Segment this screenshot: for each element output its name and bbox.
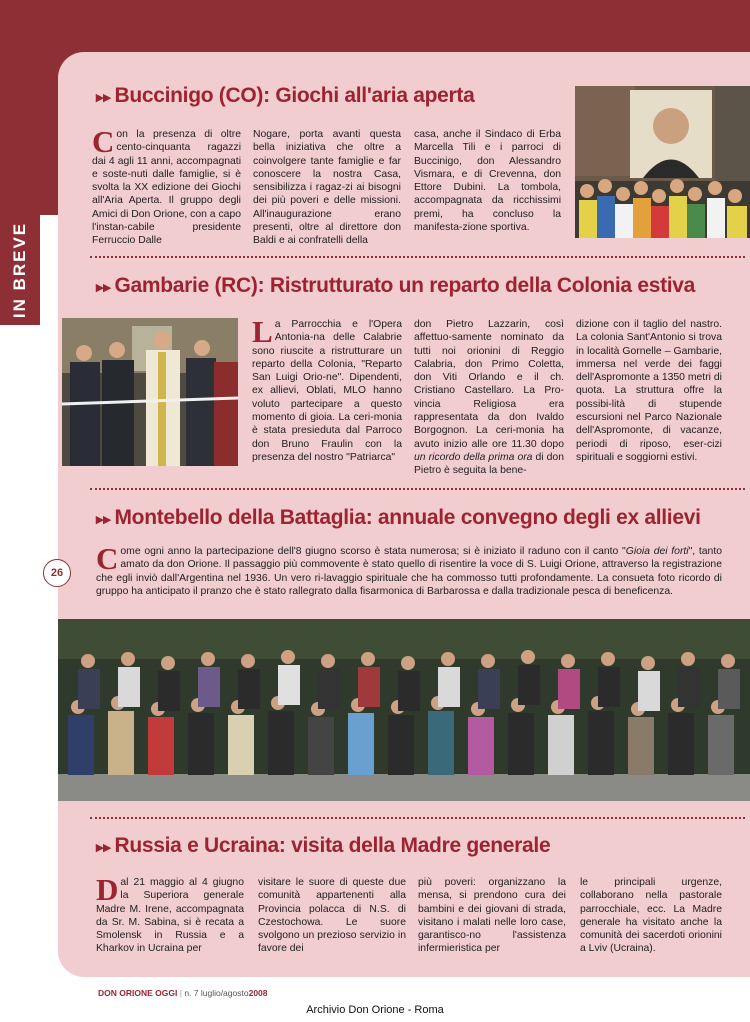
- section-divider: [90, 817, 745, 819]
- page-number: 26: [43, 559, 71, 587]
- section-title-montebello: ▸▸ Montebello della Battaglia: annuale convegno degli ex allievi: [96, 506, 701, 529]
- section-divider: [90, 488, 745, 490]
- photo-children-group: [575, 86, 750, 238]
- article-body: Come ogni anno la partecipazione dell'8 giugno scorso è stata numerosa; si è iniziato il raduno con il canto "Gioia dei forti", tanto amato da don Orione. Il passaggio più commovente è stato quello di risentire la voce di S. Luigi Orione, attraverso la registrazione che egli inviò dall'Argentina nel 1936. Un vero ri-lavaggio spirituale che ha commosso tutti profondamente. La consueta foto ricordo di gruppo ha anticipato il pranzo che è stato rallegrato dalla fisarmonica di Barbarossa e dalla tradizionale pesca di beneficenza.: [96, 541, 723, 598]
- section-divider: [90, 256, 745, 258]
- article-column: Con la presenza di oltre cento-cinquanta ragazzi dai 4 agli 11 anni, accompagnati e soste-nuti dalle famiglie, si è svolta la XX edizione dei Giochi all'Aria Aperta. Il gruppo degli Amici di Don Orione, con a capo l'instan-cabile presidente Ferruccio Dalle: [92, 124, 242, 247]
- article-column: La Parrocchia e l'Opera Antonia-na delle Calabrie sono riuscite a ristrutturare un reparto della Colonia, "Reparto San Luigi Orio-ne". Dipendenti, ex allievi, Oblati, MLO hanno voluto partecipare a questo momento di gioia. La ceri-monia è stata presieduta dal Parroco don Bruno Fraulin con la presenza del nostro "Patriarca": [252, 314, 402, 463]
- archive-caption: Archivio Don Orione - Roma: [306, 1004, 444, 1016]
- double-arrow-icon: ▸▸: [96, 89, 111, 106]
- issue-info: n. 7 luglio/agosto: [184, 988, 249, 998]
- article-column: Dal 21 maggio al 4 giugno la Superiora generale Madre M. Irene, accompagnata da Sr. M. Sabina, si è recata a Smolensk in Russia e a Kharkov in Ucraina per: [96, 872, 244, 955]
- section-title-gambarie: ▸▸ Gambarie (RC): Ristrutturato un reparto della Colonia estiva: [96, 274, 696, 297]
- article-column: le principali urgenze, collaborano nella pastorale parrocchiale, ecc. La Madre generale ha visitato anche la comunità dei sacerdoti orionini a Lviv (Ucraina).: [580, 877, 722, 955]
- article-column: dizione con il taglio del nastro. La colonia Sant'Antonio si trova in località Gornelle – Gambarie, immersa nel verde dei faggi dell'Aspromonte a 1350 metri di quota. La struttura offre la possibi-lità di stupende escursioni nel Parco Nazionale dell'Aspromonte, di vacanze, periodi di riposo, eser-cizi spirituali e soggiorni estivi.: [576, 319, 722, 463]
- article-column: don Pietro Lazzarin, così affettuo-samente nominato da tutti noi orionini di Reggio Calabria, don Primo Coletta, don Viti Orlando e il ch. Cristiano Castellaro. La Pro-vincia Religiosa era rappresentata da don Ivaldo Borgognon. La ceri-monia ha avuto inizio alle ore 11.30 dopo un ricordo della prima ora di don Pietro è seguita la bene-: [414, 319, 564, 477]
- photo-group-ex-allievi: [58, 619, 750, 801]
- article-column: Nogare, porta avanti questa bella iniziativa che oltre a coinvolgere tante famiglie e far conoscere la nostra Casa, sensibilizza i ragaz-zi ai bisogni dei più poveri e delle missioni. All'inaugurazione erano presenti, oltre al direttore don Baldi e ai confratelli della: [253, 129, 401, 247]
- footer: DON ORIONE OGGI | n. 7 luglio/agosto2008: [98, 988, 268, 998]
- article-column: più poveri: organizzano la mensa, si prendono cura dei bambini e dei giovani di strada, visitano i malati nelle loro case, garantisco-no l'assistenza infermieristica per: [418, 877, 566, 955]
- photo-ribbon-cutting: [62, 318, 238, 466]
- section-title-russia-ucraina: ▸▸ Russia e Ucraina: visita della Madre generale: [96, 834, 551, 857]
- sidebar-tab: [0, 215, 40, 325]
- magazine-brand: DON ORIONE OGGI: [98, 988, 178, 998]
- issue-year: 2008: [248, 988, 268, 998]
- section-title-buccinigo: ▸▸ Buccinigo (CO): Giochi all'aria aperta: [96, 84, 475, 107]
- double-arrow-icon: ▸▸: [96, 279, 111, 296]
- double-arrow-icon: ▸▸: [96, 839, 111, 856]
- double-arrow-icon: ▸▸: [96, 511, 111, 528]
- article-column: visitare le suore di queste due comunità appartenenti alla Provincia polacca di N.S. di Czestochowa. Le suore svolgono un prezioso servizio in favore dei: [258, 877, 406, 955]
- sidebar-label: IN BREVE: [10, 221, 29, 319]
- article-column: casa, anche il Sindaco di Erba Marcella Tili e i parroci di Buccinigo, don Alessandro Vismara, e di Crevenna, don Ettore Dubini. La tombola, accompagnata da ricchissimi premi, ha concluso la manifesta-zione sportiva.: [414, 129, 561, 234]
